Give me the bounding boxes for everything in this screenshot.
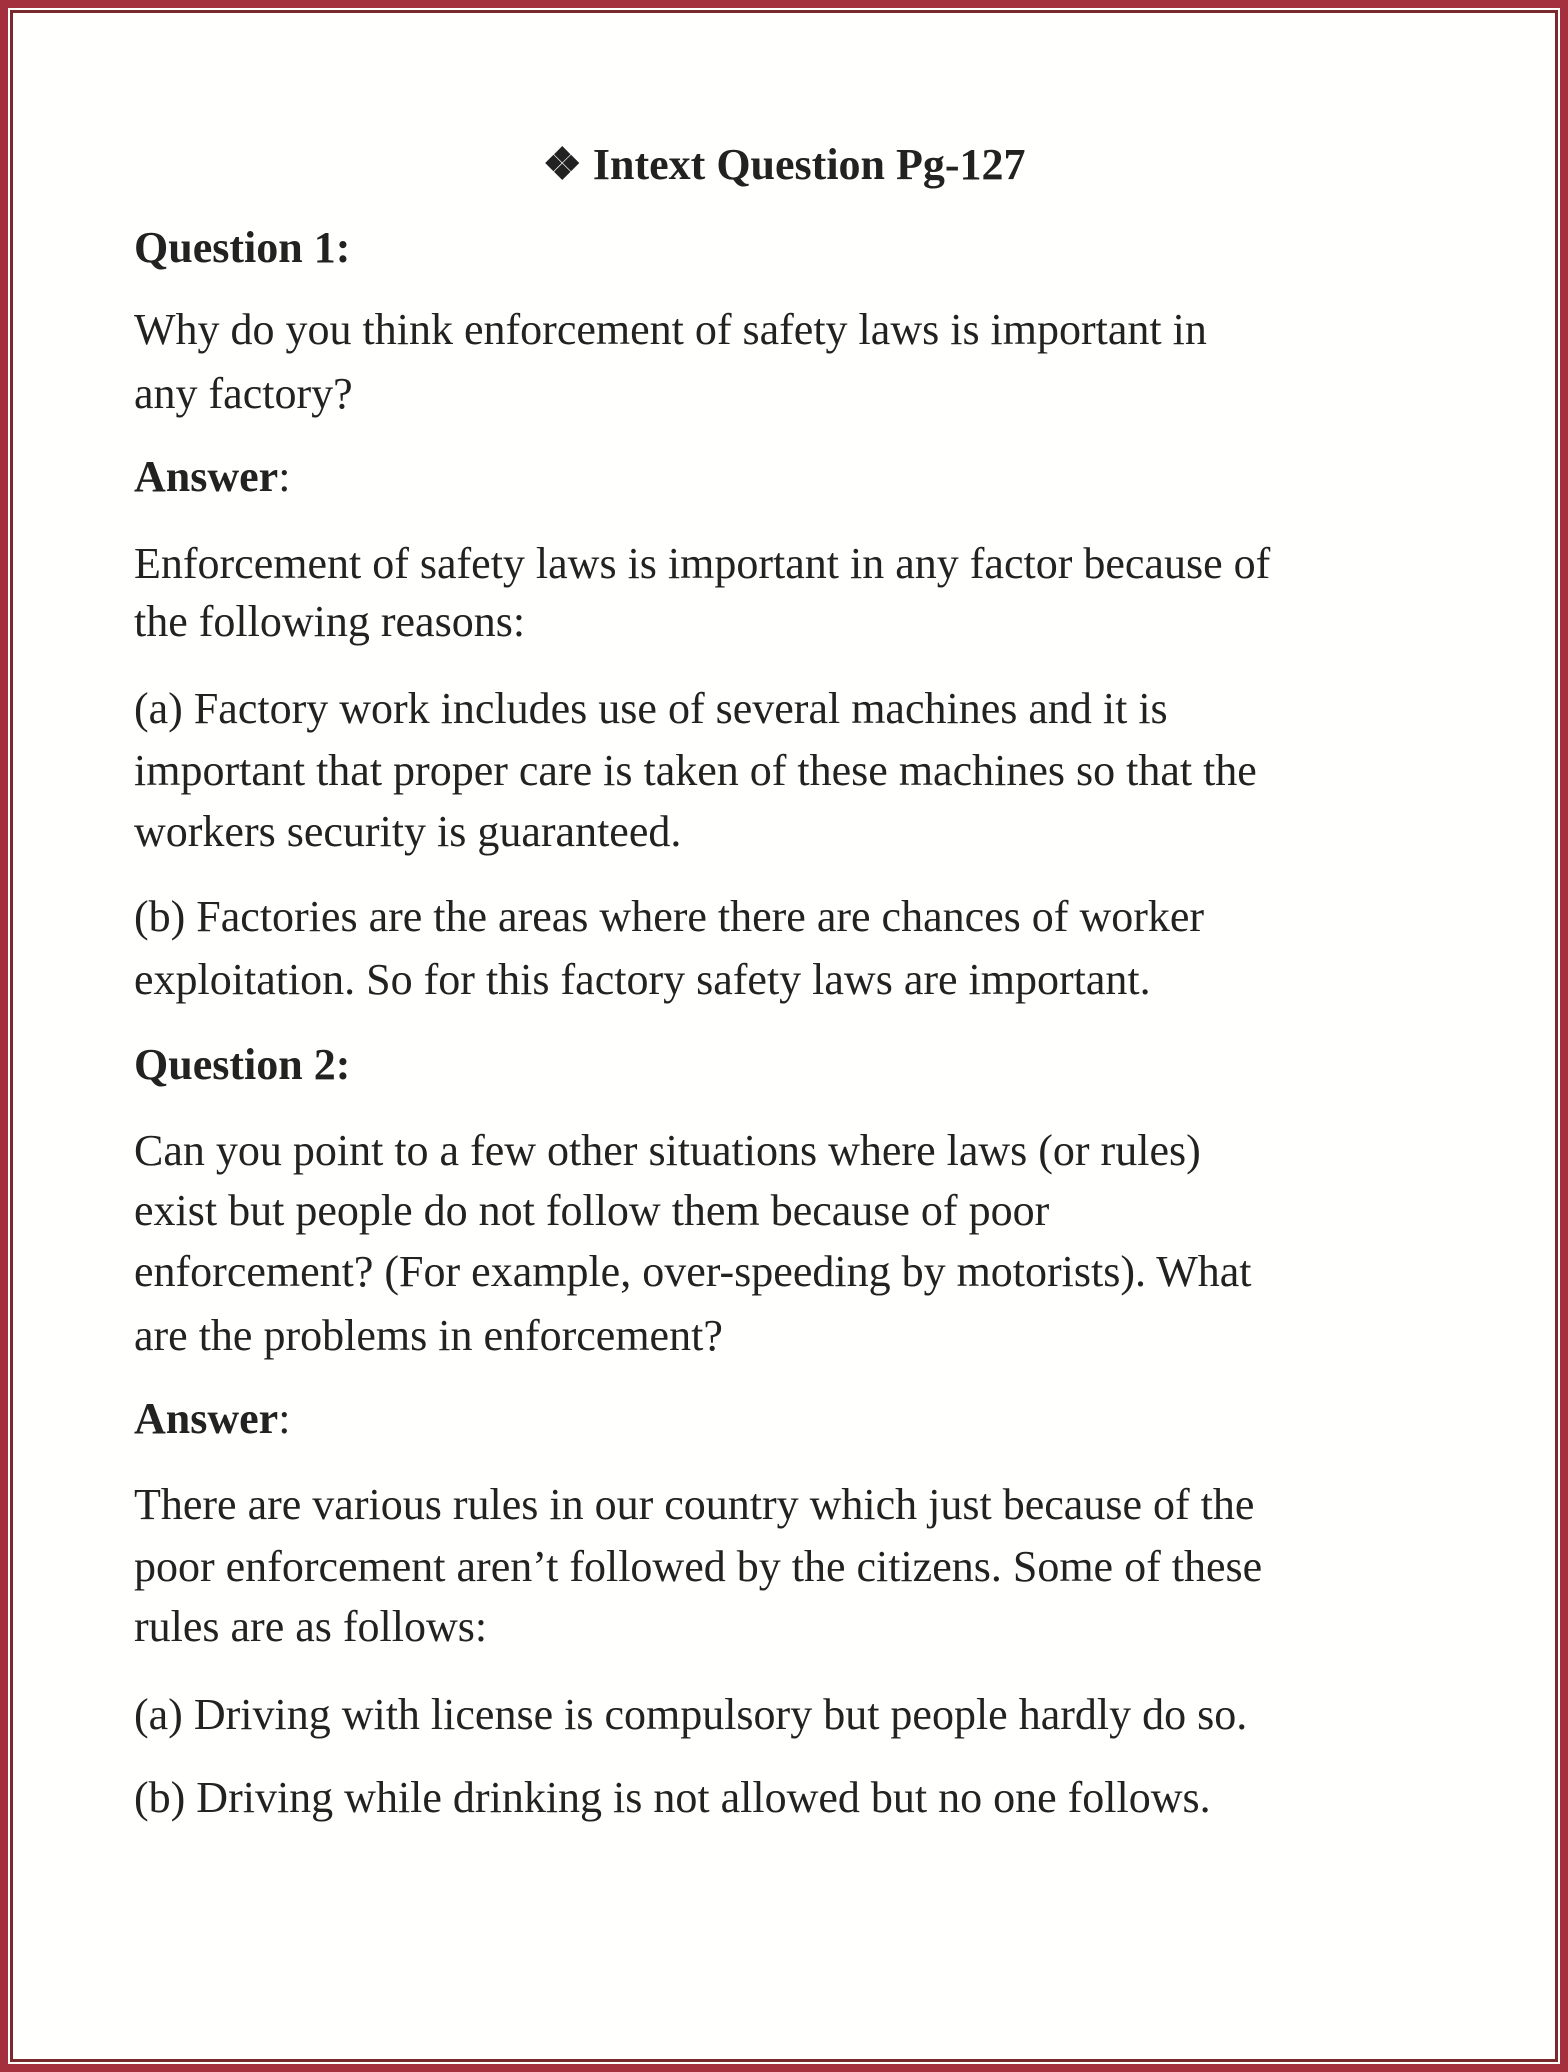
answer-2-intro: poor enforcement aren’t followed by the citizens. Some of these (134, 1542, 1263, 1591)
answer-2-label (134, 1388, 290, 1450)
question-2-text: Can you point to a few other situations where laws (or rules) (134, 1126, 1201, 1175)
answer-2-point-a: (a) Driving with license is compulsory but people hardly do so. (134, 1690, 1248, 1739)
answer-1-intro: the following reasons: (134, 597, 526, 646)
answer-colon: : (278, 1394, 291, 1443)
question-2-text: are the problems in enforcement? (134, 1311, 723, 1360)
answer-1-intro: Enforcement of safety laws is important in any factor because of (134, 539, 1271, 588)
answer-1-point-a: important that proper care is taken of these machines so that the (134, 746, 1257, 795)
answer-2-intro: There are various rules in our country which just because of the (134, 1480, 1255, 1529)
question-2-text: enforcement? (For example, over-speeding by motorists). What (134, 1247, 1252, 1296)
question-2-label: Question 2: (134, 1040, 351, 1089)
diamond-bullet-icon: ❖ (542, 140, 582, 189)
answer-1-point-a: workers security is guaranteed. (134, 807, 682, 856)
answer-2-intro: rules are as follows: (134, 1602, 488, 1651)
page-title-text: Intext Question Pg-127 (592, 140, 1026, 189)
answer-1-label (134, 446, 290, 508)
answer-1-point-b: exploitation. So for this factory safety laws are important. (134, 955, 1151, 1004)
answer-1-point-a: (a) Factory work includes use of several machines and it is (134, 684, 1168, 733)
question-1-label: Question 1: (134, 223, 351, 272)
question-1-text: Why do you think enforcement of safety laws is important in (134, 305, 1207, 354)
answer-label: Answer (134, 1394, 279, 1443)
answer-2-point-b: (b) Driving while drinking is not allowed but no one follows. (134, 1773, 1211, 1822)
answer-colon: : (278, 452, 291, 501)
answer-label: Answer (134, 452, 279, 501)
question-1-text: any factory? (134, 369, 353, 418)
question-2-text: exist but people do not follow them because of poor (134, 1186, 1050, 1235)
answer-1-point-b: (b) Factories are the areas where there are chances of worker (134, 892, 1205, 941)
page-title (0, 134, 1568, 196)
